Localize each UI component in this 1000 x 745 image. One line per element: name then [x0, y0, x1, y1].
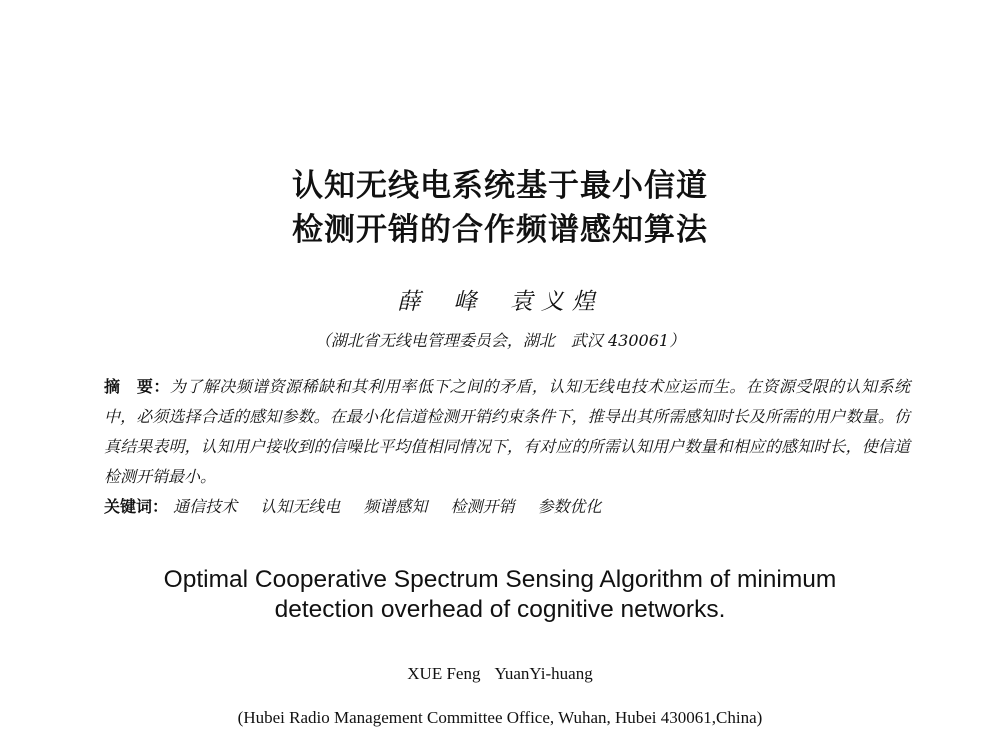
english-affiliation: (Hubei Radio Management Committee Office, Wuhan, Hubei 430061,China) — [237, 708, 763, 727]
abstract-text: 为了解决频谱资源稀缺和其利用率低下之间的矛盾，认知无线电技术应运而生。在资源受限的认知系统中，必须选择合适的感知参数。在最小化信道检测开销约束条件下，推导出其所需感知时长及所需的用户数量。仿真结果表明，认知用户接收到的信噪比平均值相同情况下，有对应的所需认知用户数量和相应的感知时长，使信道检测开销最小。 — [104, 377, 910, 486]
keyword: 通信技术 — [173, 497, 238, 516]
keyword: 参数优化 — [537, 497, 602, 516]
keyword: 频谱感知 — [363, 497, 428, 516]
english-author-1: XUE Feng — [407, 664, 481, 683]
chinese-keywords — [104, 493, 910, 521]
chinese-affiliation: （湖北省无线电管理委员会，湖北 武汉 430061） — [314, 331, 686, 350]
english-author-2: YuanYi-huang — [494, 664, 593, 683]
english-authors — [0, 664, 1000, 684]
chinese-abstract — [104, 372, 910, 492]
chinese-title-line-1: 认知无线电系统基于最小信道 — [292, 168, 708, 204]
chinese-authors: 薛 峰 袁义煌 — [397, 289, 603, 315]
english-title-line-1: Optimal Cooperative Spectrum Sensing Algorithm of minimum — [163, 566, 837, 593]
chinese-title-line-2: 检测开销的合作频谱感知算法 — [292, 212, 708, 248]
english-title-line-2: detection overhead of cognitive networks. — [274, 596, 726, 623]
keywords-label: 关键词： — [104, 497, 169, 516]
keyword: 检测开销 — [450, 497, 515, 516]
keyword: 认知无线电 — [260, 497, 341, 516]
abstract-label: 摘 要： — [104, 377, 170, 396]
